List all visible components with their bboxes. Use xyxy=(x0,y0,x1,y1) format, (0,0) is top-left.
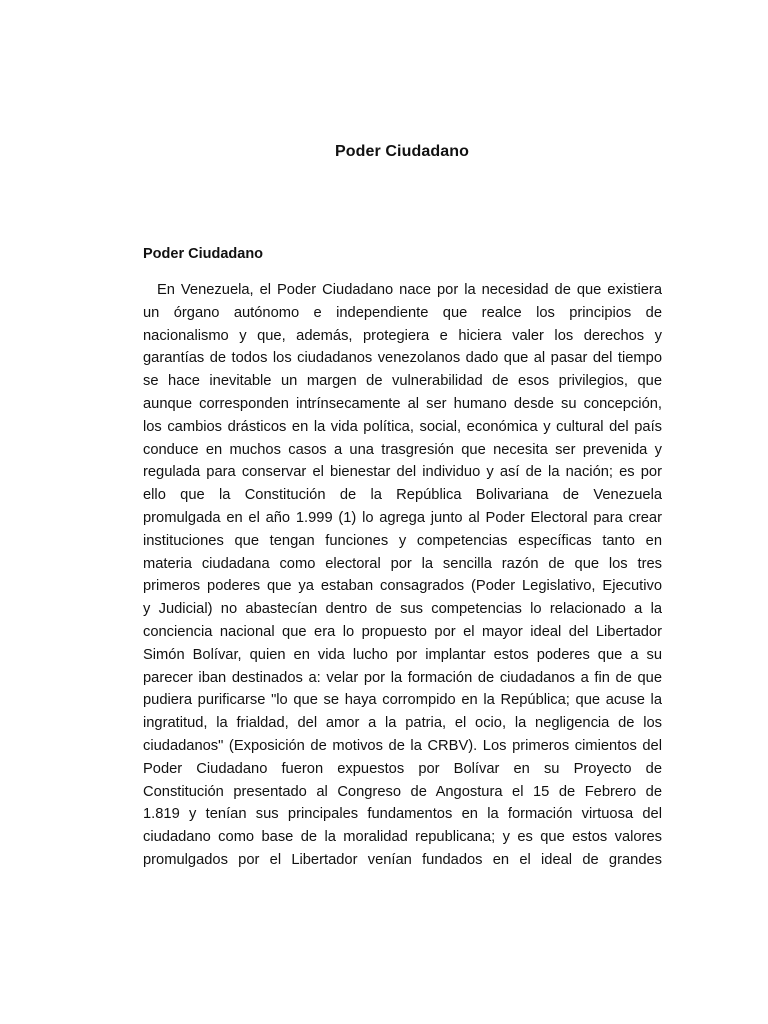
paragraph-line: Constitución presentado al Congreso de Angostura el 15 de Febrero de xyxy=(143,783,662,800)
paragraph-line: conduce en muchos casos a una trasgresión que necesita ser prevenida y xyxy=(143,441,662,458)
paragraph-line: ingratitud, la frialdad, del amor a la patria, el ocio, la negligencia de los xyxy=(143,715,662,732)
paragraph-line: 1.819 y tenían sus principales fundamentos en la formación virtuosa del xyxy=(143,806,662,823)
paragraph-line: parecer iban destinados a: velar por la formación de ciudadanos a fin de que xyxy=(143,669,662,686)
paragraph-line: garantías de todos los ciudadanos venezolanos dado que al pasar del tiempo xyxy=(143,350,662,367)
document-title: Poder Ciudadano xyxy=(335,143,469,160)
paragraph-line: promulgados por el Libertador venían fundados en el ideal de grandes xyxy=(143,851,662,868)
body-paragraph xyxy=(143,279,662,872)
paragraph-line: ciudadano como base de la moralidad republicana; y es que estos valores xyxy=(143,829,662,846)
paragraph-line: un órgano autónomo e independiente que realce los principios de xyxy=(143,304,662,321)
paragraph-line: aunque corresponden intrínsecamente al ser humano desde su concepción, xyxy=(143,395,662,412)
paragraph-line: nacionalismo y que, además, protegiera e hiciera valer los derechos y xyxy=(143,327,662,344)
paragraph-line: Simón Bolívar, quien en vida lucho por implantar estos poderes que a su xyxy=(143,646,662,663)
paragraph-line: En Venezuela, el Poder Ciudadano nace por la necesidad de que existiera xyxy=(157,282,662,298)
paragraph-line: ello que la Constitución de la República Bolivariana de Venezuela xyxy=(143,487,662,504)
paragraph-line: ciudadanos" (Exposición de motivos de la CRBV). Los primeros cimientos del xyxy=(143,737,662,754)
paragraph-line: promulgada en el año 1.999 (1) lo agrega junto al Poder Electoral para crear xyxy=(143,509,662,526)
paragraph-line: primeros poderes que ya estaban consagrados (Poder Legislativo, Ejecutivo xyxy=(143,578,662,595)
paragraph-line: y Judicial) no abastecían dentro de sus competencias lo relacionado a la xyxy=(143,601,662,618)
paragraph-line: los cambios drásticos en la vida política, social, económica y cultural del país xyxy=(143,418,662,435)
paragraph-line: se hace inevitable un margen de vulnerabilidad de esos privilegios, que xyxy=(143,373,662,390)
paragraph-line: pudiera purificarse "lo que se haya corrompido en la República; que acuse la xyxy=(143,692,662,709)
paragraph-line: conciencia nacional que era lo propuesto por el mayor ideal del Libertador xyxy=(143,623,662,640)
paragraph-line: regulada para conservar el bienestar del individuo y así de la nación; es por xyxy=(143,464,662,481)
paragraph-line: Poder Ciudadano fueron expuestos por Bolívar en su Proyecto de xyxy=(143,760,662,777)
paragraph-line: materia ciudadana como electoral por la sencilla razón de que los tres xyxy=(143,555,662,572)
paragraph-line: instituciones que tengan funciones y competencias específicas tanto en xyxy=(143,532,662,549)
section-heading: Poder Ciudadano xyxy=(143,246,264,262)
